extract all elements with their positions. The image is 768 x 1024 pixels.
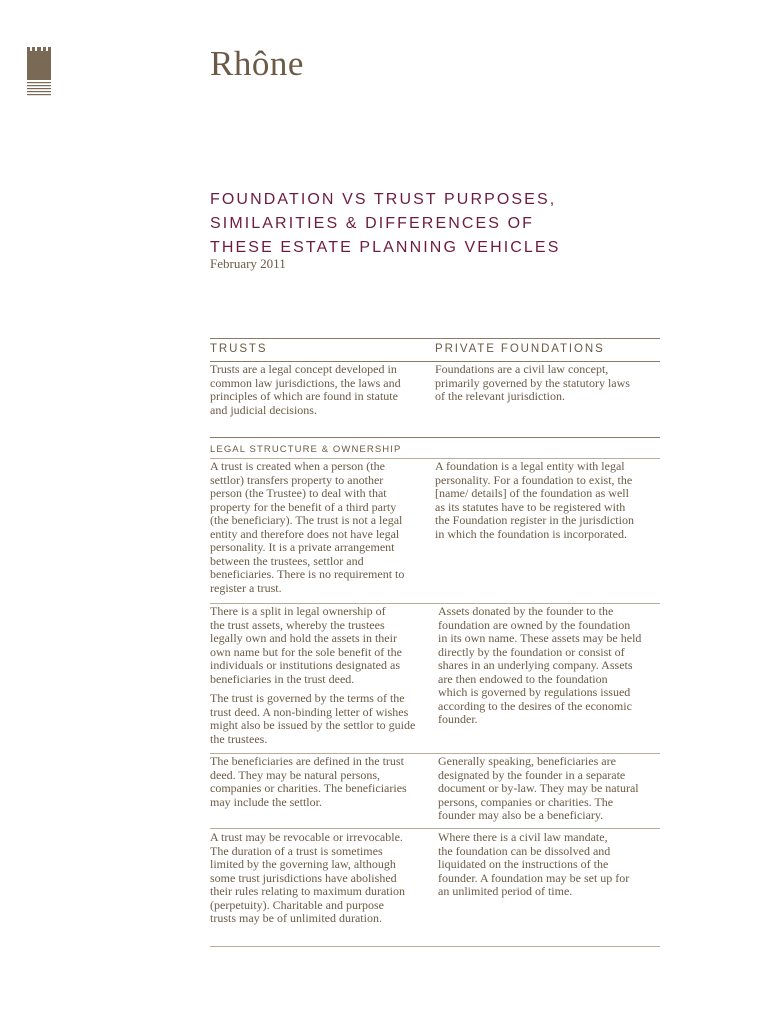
table-cell-foundations-intro: Foundations are a civil law concept, primarily governed by the statutory laws of the relevant jurisdiction. <box>435 362 630 403</box>
table-cell-trusts: A trust is created when a person (the settlor) transfers property to another person (the Trustee) to deal with that property for the benefit of a third party (the beneficiary). The trust is not a legal entity and therefore does not have legal personality. It is a private arrangement between the trustees, settlor and beneficiaries. There is no requirement to register a trust. <box>210 459 405 595</box>
brand-name: Rhône <box>210 44 304 83</box>
title-line: THESE ESTATE PLANNING VEHICLES <box>210 239 561 256</box>
divider <box>210 946 660 947</box>
divider <box>210 338 660 339</box>
table-cell-trusts: The beneficiaries are defined in the trust deed. They may be natural persons, companies or charities. The beneficiaries may include the settlor. <box>210 754 407 809</box>
publication-date: February 2011 <box>210 256 286 271</box>
column-header-foundations: PRIVATE FOUNDATIONS <box>435 343 605 355</box>
table-cell-foundations: A foundation is a legal entity with legal personality. For a foundation to exist, the [name/ details] of the foundation as well as its statutes have to be registered with the Foundation register in the jurisdiction in which the foundation is incorporated. <box>435 459 634 541</box>
column-header-trusts: TRUSTS <box>210 343 268 355</box>
title-line: FOUNDATION VS TRUST PURPOSES, <box>210 191 557 208</box>
table-cell-trusts: There is a split in legal ownership of the trust assets, whereby the trustees legally own and hold the assets in their own name but for the sole benefit of the individuals or institutions designated as beneficiaries in the trust deed. The trust is governed by the terms of the trust deed. A non-binding letter of wishes might also be issued by the settlor to guide the trustees. <box>210 604 416 746</box>
table-cell-trusts: A trust may be revocable or irrevocable. The duration of a trust is sometimes limited by the governing law, although some trust jurisdictions have abolished their rules relating to maximum duration (perpetuity). Charitable and purpose trusts may be of unlimited duration. <box>210 830 405 925</box>
table-cell-foundations: Assets donated by the founder to the foundation are owned by the foundation in its own name. These assets may be held directly by the foundation or consist of shares in an underlying company. Assets are then endowed to the foundation which is governed by regulations issued according to the desires of the economic founder. <box>438 604 642 726</box>
table-cell-foundations: Where there is a civil law mandate, the foundation can be dissolved and liquidated on the instructions of the founder. A foundation may be set up for an unlimited period of time. <box>438 830 630 898</box>
divider <box>210 437 660 438</box>
section-heading: LEGAL STRUCTURE & OWNERSHIP <box>210 444 402 455</box>
page-title <box>210 188 670 260</box>
title-line: SIMILARITIES & DIFFERENCES OF <box>210 215 535 232</box>
table-cell-foundations: Generally speaking, beneficiaries are designated by the founder in a separate document or by-law. They may be natural persons, companies or charities. The founder may also be a beneficiary. <box>438 754 639 822</box>
tower-icon <box>27 47 51 96</box>
divider <box>210 828 660 829</box>
table-cell-trusts-intro: Trusts are a legal concept developed in common law jurisdictions, the laws and principles of which are found in statute and judicial decisions. <box>210 362 401 417</box>
